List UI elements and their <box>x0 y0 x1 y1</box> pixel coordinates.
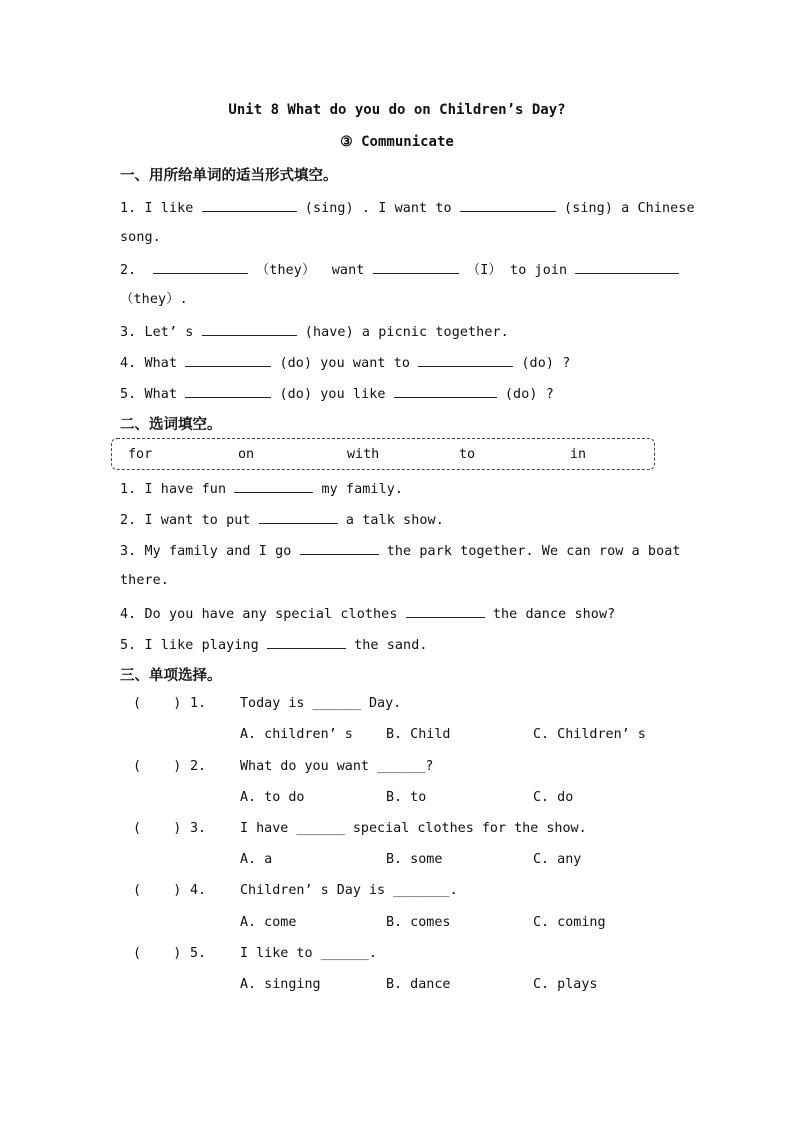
s1-question-4 <box>120 352 570 374</box>
s2-q1-text: 1. I have fun <box>120 482 235 497</box>
s2-question-3-cont: there. <box>120 573 169 588</box>
s1-question-5 <box>120 383 554 405</box>
answer-blank[interactable] <box>153 259 248 274</box>
answer-blank[interactable] <box>575 259 679 274</box>
s2-q4-text: the dance show? <box>484 607 616 622</box>
question-number: 1. <box>190 696 207 711</box>
s1-q4-text: (do) you want to <box>271 356 419 371</box>
s1-q3-text: (have) a picnic together. <box>296 325 509 340</box>
answer-paren[interactable]: ( ) <box>133 821 182 836</box>
answer-paren[interactable]: ( ) <box>133 696 182 711</box>
option-b[interactable]: B. Child <box>386 727 451 742</box>
option-a[interactable]: A. singing <box>240 977 321 992</box>
answer-blank[interactable] <box>460 197 556 212</box>
question-stem: I have ______ special clothes for the show. <box>240 821 587 836</box>
s1-q4-text: 4. What <box>120 356 186 371</box>
answer-blank[interactable] <box>185 383 271 398</box>
s1-q5-text: (do) ? <box>496 387 554 402</box>
s2-question-4 <box>120 603 615 625</box>
s2-q2-text: 2. I want to put <box>120 513 259 528</box>
answer-blank[interactable] <box>300 540 379 555</box>
s2-q5-text: the sand. <box>345 638 428 653</box>
word-bank-item: to <box>459 447 476 462</box>
s2-question-3 <box>120 540 681 562</box>
s1-q5-text: 5. What <box>120 387 186 402</box>
question-stem: What do you want ______? <box>240 759 434 774</box>
s2-q2-text: a talk show. <box>337 513 444 528</box>
s2-question-2 <box>120 509 444 531</box>
option-b[interactable]: B. comes <box>386 915 451 930</box>
page-subtitle: ③ Communicate <box>340 134 454 150</box>
option-a[interactable]: A. children’ s <box>240 727 353 742</box>
s1-question-2-cont: （they）. <box>120 292 188 307</box>
s1-q1-text: 1. I like <box>120 201 202 216</box>
page-title: Unit 8 What do you do on Children’s Day? <box>228 102 566 118</box>
word-bank-item: on <box>238 447 255 462</box>
s2-q4-text: 4. Do you have any special clothes <box>120 607 406 622</box>
s1-question-3 <box>120 321 509 343</box>
answer-paren[interactable]: ( ) <box>133 759 182 774</box>
question-number: 2. <box>190 759 207 774</box>
section1-heading: 一、用所给单词的适当形式填空。 <box>120 168 338 184</box>
s1-q3-text: 3. Let’ s <box>120 325 202 340</box>
s1-q5-text: (do) you like <box>271 387 394 402</box>
answer-blank[interactable] <box>202 321 297 336</box>
answer-blank[interactable] <box>267 634 346 649</box>
option-c[interactable]: C. plays <box>533 977 598 992</box>
word-bank-item: for <box>128 447 153 462</box>
section3-heading: 三、单项选择。 <box>120 668 222 684</box>
answer-blank[interactable] <box>185 352 271 367</box>
question-stem: Today is ______ Day. <box>240 696 402 711</box>
answer-blank[interactable] <box>418 352 513 367</box>
question-number: 4. <box>190 883 207 898</box>
option-b[interactable]: B. some <box>386 852 443 867</box>
s1-q2-text: （they） want <box>247 263 373 278</box>
answer-blank[interactable] <box>373 259 459 274</box>
section2-heading: 二、选词填空。 <box>120 417 222 433</box>
option-a[interactable]: A. come <box>240 915 297 930</box>
s2-question-1 <box>120 478 403 500</box>
option-c[interactable]: C. coming <box>533 915 606 930</box>
s1-q2-text: 2. <box>120 263 153 278</box>
answer-blank[interactable] <box>234 478 313 493</box>
option-c[interactable]: C. Children’ s <box>533 727 646 742</box>
s1-question-1-cont: song. <box>120 230 161 245</box>
s1-q4-text: (do) ? <box>513 356 571 371</box>
word-bank-item: in <box>570 447 587 462</box>
option-b[interactable]: B. dance <box>386 977 451 992</box>
option-a[interactable]: A. to do <box>240 790 305 805</box>
s1-q1-text: (sing) a Chinese <box>555 201 695 216</box>
s2-question-5 <box>120 634 428 656</box>
answer-blank[interactable] <box>259 509 338 524</box>
s2-q3-text: the park together. We can row a boat <box>378 544 681 559</box>
word-bank-item: with <box>347 447 380 462</box>
question-stem: Children’ s Day is _______. <box>240 883 458 898</box>
s2-q3-text: 3. My family and I go <box>120 544 300 559</box>
question-number: 5. <box>190 946 207 961</box>
s2-q1-text: my family. <box>313 482 404 497</box>
s2-q5-text: 5. I like playing <box>120 638 267 653</box>
s1-question-1 <box>120 197 695 219</box>
question-number: 3. <box>190 821 207 836</box>
answer-paren[interactable]: ( ) <box>133 883 182 898</box>
option-b[interactable]: B. to <box>386 790 427 805</box>
question-stem: I like to ______. <box>240 946 378 961</box>
answer-blank[interactable] <box>202 197 297 212</box>
s1-q1-text: (sing) . I want to <box>296 201 460 216</box>
answer-paren[interactable]: ( ) <box>133 946 182 961</box>
option-a[interactable]: A. a <box>240 852 273 867</box>
s1-question-2 <box>120 259 679 281</box>
option-c[interactable]: C. do <box>533 790 574 805</box>
answer-blank[interactable] <box>394 383 497 398</box>
answer-blank[interactable] <box>406 603 485 618</box>
s1-q2-text: （I） to join <box>458 263 576 278</box>
option-c[interactable]: C. any <box>533 852 582 867</box>
